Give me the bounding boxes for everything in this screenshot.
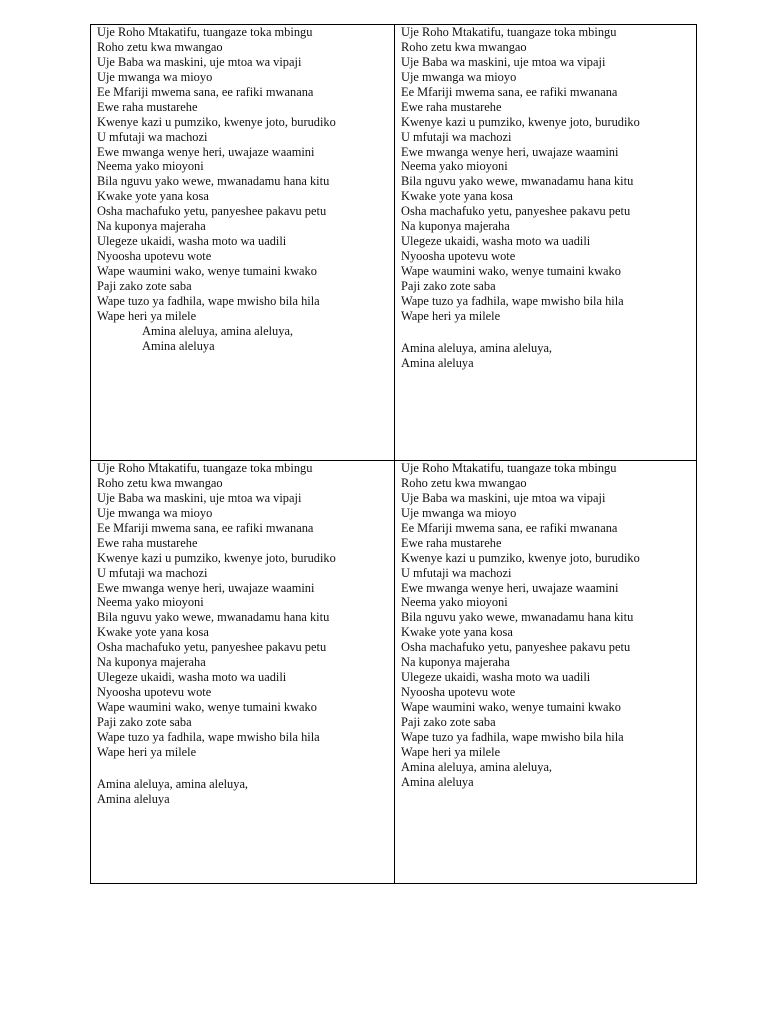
cell-bottom-right — [395, 461, 697, 790]
refrain-line: Amina aleluya — [142, 338, 215, 353]
lyric-line: Wape heri ya milele — [97, 308, 197, 323]
lyric-line: Wape heri ya milele — [401, 308, 501, 323]
lyric-line: U mfutaji wa machozi — [401, 129, 512, 144]
lyric-line: Neema yako mioyoni — [97, 159, 204, 174]
refrain-block — [401, 341, 697, 371]
lyric-line: Kwenye kazi u pumziko, kwenye joto, burudiko — [97, 114, 336, 129]
lyric-line: Uje mwanga wa mioyo — [401, 505, 517, 520]
lyric-line: Paji zako zote saba — [401, 278, 496, 293]
lyric-line: Kwenye kazi u pumziko, kwenye joto, burudiko — [97, 550, 336, 565]
lyric-line: Kwake yote yana kosa — [97, 189, 209, 204]
lyric-line: Kwenye kazi u pumziko, kwenye joto, burudiko — [401, 114, 640, 129]
refrain-block — [97, 777, 394, 807]
cell-top-right — [395, 25, 697, 371]
lyric-line: Wape waumini wako, wenye tumaini kwako — [97, 700, 317, 714]
lyric-line: Kwake yote yana kosa — [97, 625, 209, 640]
lyric-line: Wape tuzo ya fadhila, wape mwisho bila hila — [97, 729, 320, 744]
refrain-line: Amina aleluya — [401, 356, 474, 371]
lyric-line: Nyoosha upotevu wote — [97, 249, 212, 264]
lyric-line: Ewe raha mustarehe — [401, 99, 502, 114]
lyric-line: Na kuponya majeraha — [97, 219, 206, 234]
lyric-line: Ee Mfariji mwema sana, ee rafiki mwanana — [401, 520, 618, 535]
refrain-line: Amina aleluya, amina aleluya, — [142, 323, 294, 338]
verse-block — [401, 461, 697, 760]
lyric-line: Ewe raha mustarehe — [401, 535, 502, 550]
lyric-line: Bila nguvu yako wewe, mwanadamu hana kitu — [97, 610, 330, 625]
lyric-line: Roho zetu kwa mwangao — [97, 39, 223, 54]
lyric-line: Roho zetu kwa mwangao — [401, 39, 527, 54]
lyric-line: Bila nguvu yako wewe, mwanadamu hana kitu — [401, 174, 634, 189]
lyric-line: Wape tuzo ya fadhila, wape mwisho bila hila — [97, 293, 320, 308]
refrain-line: Amina aleluya, amina aleluya, — [401, 341, 553, 356]
lyric-line: Uje Roho Mtakatifu, tuangaze toka mbingu — [401, 461, 617, 475]
lyric-line: Ee Mfariji mwema sana, ee rafiki mwanana — [401, 84, 618, 99]
cell-top-left — [91, 25, 394, 354]
lyric-line: Ee Mfariji mwema sana, ee rafiki mwanana — [97, 84, 314, 99]
lyric-line: Uje Roho Mtakatifu, tuangaze toka mbingu — [401, 25, 617, 39]
refrain-line: Amina aleluya, amina aleluya, — [401, 759, 553, 774]
verse-block — [401, 25, 697, 324]
lyric-line: Uje mwanga wa mioyo — [97, 505, 213, 520]
lyric-line: Ewe mwanga wenye heri, uwajaze waamini — [97, 580, 315, 595]
lyric-line: Uje Baba wa maskini, uje mtoa wa vipaji — [401, 54, 606, 69]
lyric-line: Ewe mwanga wenye heri, uwajaze waamini — [401, 580, 619, 595]
lyrics-table — [90, 24, 697, 884]
lyric-line: Paji zako zote saba — [97, 278, 192, 293]
lyric-line: Wape heri ya milele — [401, 744, 501, 759]
lyric-line: Na kuponya majeraha — [401, 655, 510, 670]
lyric-line: Na kuponya majeraha — [401, 219, 510, 234]
lyric-line: Na kuponya majeraha — [97, 655, 206, 670]
lyric-line: Bila nguvu yako wewe, mwanadamu hana kitu — [97, 174, 330, 189]
lyric-line: Ewe raha mustarehe — [97, 535, 198, 550]
lyric-line: Bila nguvu yako wewe, mwanadamu hana kitu — [401, 610, 634, 625]
lyric-line: Wape tuzo ya fadhila, wape mwisho bila hila — [401, 293, 624, 308]
lyric-line: Ewe raha mustarehe — [97, 99, 198, 114]
refrain-block — [401, 760, 697, 790]
lyric-line: Nyoosha upotevu wote — [401, 249, 516, 264]
refrain-line: Amina aleluya — [401, 774, 474, 789]
lyric-line: Paji zako zote saba — [97, 714, 192, 729]
lyric-line: Osha machafuko yetu, panyeshee pakavu petu — [401, 640, 631, 655]
lyric-line: Ulegeze ukaidi, washa moto wa uadili — [97, 234, 287, 249]
lyric-line: Neema yako mioyoni — [97, 595, 204, 610]
refrain-line: Amina aleluya — [97, 792, 170, 807]
lyric-line: Roho zetu kwa mwangao — [401, 475, 527, 490]
lyric-line: Neema yako mioyoni — [401, 159, 508, 174]
lyric-line: Paji zako zote saba — [401, 714, 496, 729]
lyric-line: Uje Baba wa maskini, uje mtoa wa vipaji — [97, 54, 302, 69]
lyric-line: U mfutaji wa machozi — [401, 565, 512, 580]
lyric-line: U mfutaji wa machozi — [97, 129, 208, 144]
lyric-line: Uje mwanga wa mioyo — [97, 69, 213, 84]
lyric-line: Wape waumini wako, wenye tumaini kwako — [401, 700, 621, 714]
verse-block — [97, 25, 394, 324]
lyric-line: Ewe mwanga wenye heri, uwajaze waamini — [401, 144, 619, 159]
lyric-line: Ulegeze ukaidi, washa moto wa uadili — [401, 234, 591, 249]
lyric-line: Uje Baba wa maskini, uje mtoa wa vipaji — [401, 490, 606, 505]
refrain-block — [97, 324, 394, 354]
lyric-line: Nyoosha upotevu wote — [401, 685, 516, 700]
lyric-line: Roho zetu kwa mwangao — [97, 475, 223, 490]
lyric-line: Osha machafuko yetu, panyeshee pakavu petu — [97, 204, 327, 219]
lyric-line: Wape tuzo ya fadhila, wape mwisho bila hila — [401, 729, 624, 744]
lyric-line: Wape waumini wako, wenye tumaini kwako — [401, 264, 621, 278]
lyric-line: Osha machafuko yetu, panyeshee pakavu petu — [97, 640, 327, 655]
lyric-line: Kwake yote yana kosa — [401, 625, 513, 640]
lyric-line: Ee Mfariji mwema sana, ee rafiki mwanana — [97, 520, 314, 535]
lyric-line: Uje Roho Mtakatifu, tuangaze toka mbingu — [97, 25, 313, 39]
lyric-line: Nyoosha upotevu wote — [97, 685, 212, 700]
lyric-line: Neema yako mioyoni — [401, 595, 508, 610]
lyric-line: Ewe mwanga wenye heri, uwajaze waamini — [97, 144, 315, 159]
lyric-line: Kwenye kazi u pumziko, kwenye joto, burudiko — [401, 550, 640, 565]
lyric-line: Uje mwanga wa mioyo — [401, 69, 517, 84]
refrain-line: Amina aleluya, amina aleluya, — [97, 777, 249, 792]
lyric-line: Osha machafuko yetu, panyeshee pakavu petu — [401, 204, 631, 219]
lyric-line: Ulegeze ukaidi, washa moto wa uadili — [97, 670, 287, 685]
lyric-line: Wape waumini wako, wenye tumaini kwako — [97, 264, 317, 278]
lyric-line: Uje Roho Mtakatifu, tuangaze toka mbingu — [97, 461, 313, 475]
lyric-line: Kwake yote yana kosa — [401, 189, 513, 204]
cell-bottom-left — [91, 461, 394, 807]
lyric-line: Ulegeze ukaidi, washa moto wa uadili — [401, 670, 591, 685]
lyric-line: Wape heri ya milele — [97, 744, 197, 759]
lyric-line: U mfutaji wa machozi — [97, 565, 208, 580]
lyric-line: Uje Baba wa maskini, uje mtoa wa vipaji — [97, 490, 302, 505]
verse-block — [97, 461, 394, 760]
